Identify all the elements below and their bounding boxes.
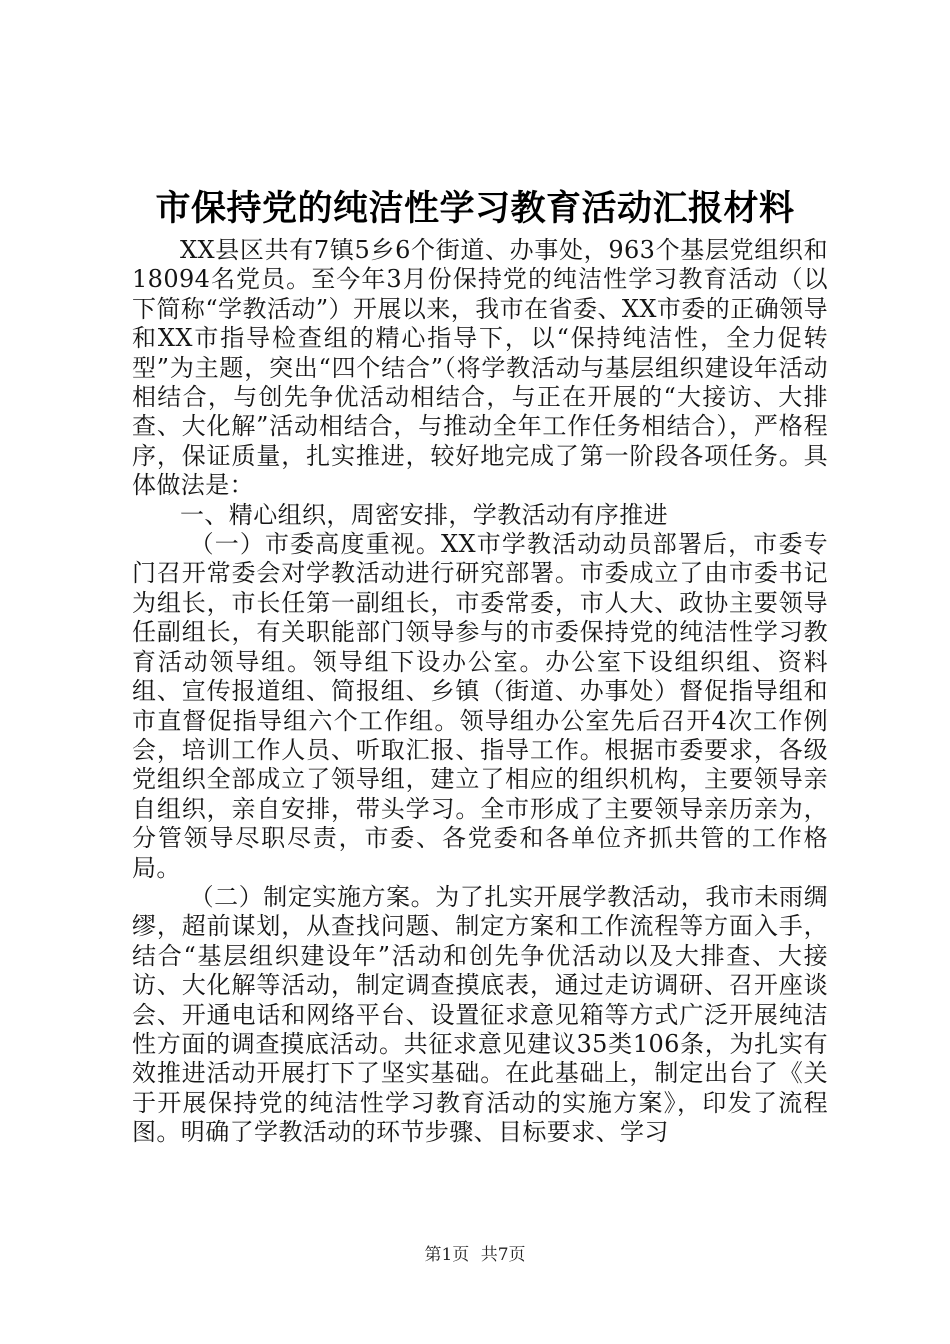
total-pages: 共7页 [480, 1245, 526, 1265]
document-title: 市保持党的纯洁性学习教育活动汇报材料 [155, 188, 795, 229]
page-footer [0, 1244, 950, 1266]
paragraph-subsection-1: （一）市委高度重视。XX市学教活动动员部署后，市委专门召开常委会对学教活动进行研究部署。市委成立了由市委书记为组长，市长任第一副组长，市委常委，市人大、政协主要领导任副组长，有关职能部门领导参与的市委保持党的纯洁性学习教育活动领导组。领导组下设办公室。办公室下设组织组、资料组、宣传报道组、简报组、乡镇（街道、办事处）督促指导组和市直督促指导组六个工作组。领导组办公室先后召开4次工作例会，培训工作人员、听取汇报、指导工作。根据市委要求，各级党组织全部成立了领导组，建立了相应的组织机构，主要领导亲自组织，亲自安排，带头学习。全市形成了主要领导亲历亲为，分管领导尽职尽责，市委、各党委和各单位齐抓共管的工作格局。 [132, 530, 828, 882]
page-number: 第1页 [424, 1245, 470, 1265]
document-body [132, 236, 828, 1148]
paragraph-subsection-2: （二）制定实施方案。为了扎实开展学教活动，我市未雨绸缪，超前谋划，从查找问题、制定方案和工作流程等方面入手，结合“基层组织建设年”活动和创先争优活动以及大排查、大接访、大化解等活动，制定调查摸底表，通过走访调研、召开座谈会、开通电话和网络平台、设置征求意见箱等方式广泛开展纯洁性方面的调查摸底活动。共征求意见建议35类106条，为扎实有效推进活动开展打下了坚实基础。在此基础上，制定出台了《关于开展保持党的纯洁性学习教育活动的实施方案》，印发了流程图。明确了学教活动的环节步骤、目标要求、学习 [132, 882, 828, 1147]
section-heading: 一、精心组织，周密安排，学教活动有序推进 [180, 500, 668, 529]
paragraph-intro: XX县区共有7镇5乡6个街道、办事处，963个基层党组织和18094名党员。至今年3月份保持党的纯洁性学习教育活动（以下简称“学教活动”）开展以来，我市在省委、XX市委的正确领导和XX市指导检查组的精心指导下，以“保持纯洁性，全力促转型”为主题，突出“四个结合”（将学教活动与基层组织建设年活动相结合，与创先争优活动相结合，与正在开展的“大接访、大排查、大化解”活动相结合，与推动全年工作任务相结合），严格程序，保证质量，扎实推进，较好地完成了第一阶段各项任务。具体做法是： [132, 236, 828, 500]
